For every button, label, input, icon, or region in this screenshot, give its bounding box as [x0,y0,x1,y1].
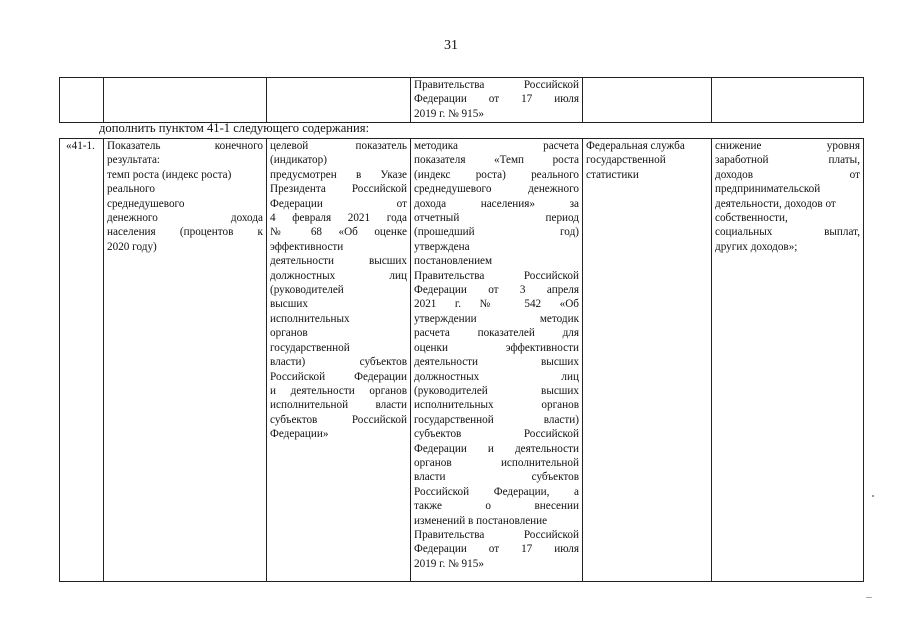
text-line: изменений в постановление [414,514,548,527]
scan-artifact [872,495,874,497]
item-number: «41-1. [66,140,95,152]
text-line: утверждении методик [414,312,579,325]
text-line: статистики [586,168,639,181]
text-line: реального [107,183,155,196]
text-line: постановлением [414,255,493,268]
cell-indicator [104,78,267,123]
text-line: 2019 г. № 915» [414,107,484,120]
text-line: показателя «Темп роста [414,154,579,167]
cell-basis [267,78,411,123]
text-line: Федерации от 3 апреля [414,284,579,297]
text-line: населения (процентов к [107,226,263,239]
text-line: среднедушевого денежного [414,183,579,196]
text-line: должностных лиц [270,269,407,282]
text-line: исполнительных органов [414,399,579,412]
text-line: оценки эффективности [414,341,579,354]
table-row [60,78,864,123]
text-line: снижение уровня [715,140,860,152]
text-line: среднедушевого [107,197,185,210]
text-line: власти субъектов [414,471,579,484]
text-line: отчетный период [414,212,579,225]
text-line: органов [270,327,308,340]
text-line: эффективности [270,240,344,253]
text-line: исполнительных [270,312,350,325]
text-line: Президента Российской [270,183,407,196]
text-line: (индекс роста) реального [414,168,579,181]
text-line: государственной [270,341,350,354]
table-continuation-row [59,77,864,123]
text-line: 2020 году) [107,240,157,253]
text-line: (руководителей [270,284,344,297]
page-number: 31 [444,38,458,53]
text-line: Показатель конечного [107,140,263,152]
text-line: доходов от [715,168,860,181]
text-line: социальных выплат, [715,226,860,239]
text-line: субъектов Российской [414,428,579,441]
text-line: 2019 г. № 915» [414,557,484,570]
text-line: утверждена [414,240,470,253]
cell-indicator [104,139,267,582]
text-line: денежного дохода [107,212,263,225]
text-line: № 68 «Об оценке [270,226,407,239]
cell-number [60,78,104,123]
text-line: 2021 г. № 542 «Об [414,298,579,311]
text-line: Правительства Российской [414,269,579,282]
table-new-item [59,138,864,582]
text-line: государственной [586,154,666,167]
text-line: Правительства Российской [414,528,579,541]
scan-artifact [866,597,872,598]
cell-methodology [411,139,583,582]
text-line: (руководителей высших [414,384,579,397]
text-line: деятельности высших [414,356,579,369]
text-line: и деятельности органов [270,384,407,397]
text-line: целевой показатель [270,140,407,152]
cell-factors [712,139,864,582]
text-line: Федерации» [270,428,329,441]
text-line: Федеральная служба [586,140,685,152]
cell-source [583,78,712,123]
text-line: Федерации и деятельности [414,442,579,455]
cell-number [60,139,104,582]
text-line: власти) субъектов [270,356,407,369]
text-line: 4 февраля 2021 года [270,212,407,225]
cell-factors [712,78,864,123]
text-line: (индикатор) [270,154,327,167]
cell-source [583,139,712,582]
text-line: деятельности высших [270,255,407,268]
text-line: государственной власти) [414,413,579,426]
text-line: методика расчета [414,140,579,152]
text-line: должностных лиц [414,370,579,383]
text-line: Российской Федерации, а [414,485,579,498]
text-line: Российской Федерации [270,370,407,383]
text-line: расчета показателей для [414,327,579,340]
text-line: собственности, [715,212,788,225]
text-line: предпринимательской [715,183,821,196]
text-line: темп роста (индекс роста) [107,168,232,181]
cell-basis [267,139,411,582]
text-line: предусмотрен в Указе [270,168,407,181]
text-line: (прошедший год) [414,226,579,239]
text-line: исполнительной власти [270,399,407,412]
text-line: других доходов»; [715,240,798,253]
text-line: заработной платы, [715,154,860,167]
table-row [60,139,864,582]
text-line: Федерации от 17 июля [414,543,579,556]
text-line: высших [270,298,308,311]
text-line: органов исполнительной [414,456,579,469]
text-line: результата: [107,154,161,167]
text-line: деятельности, доходов от [715,197,836,210]
text-line: Правительства Российской [414,79,579,91]
amendment-directive: дополнить пунктом 41-1 следующего содержания: [99,121,370,135]
text-line: также о внесении [414,500,579,513]
text-line: дохода населения» за [414,197,579,210]
text-line: субъектов Российской [270,413,407,426]
text-line: Федерации от [270,197,407,210]
text-line: Федерации от 17 июля [414,93,579,106]
cell-methodology [411,78,583,123]
